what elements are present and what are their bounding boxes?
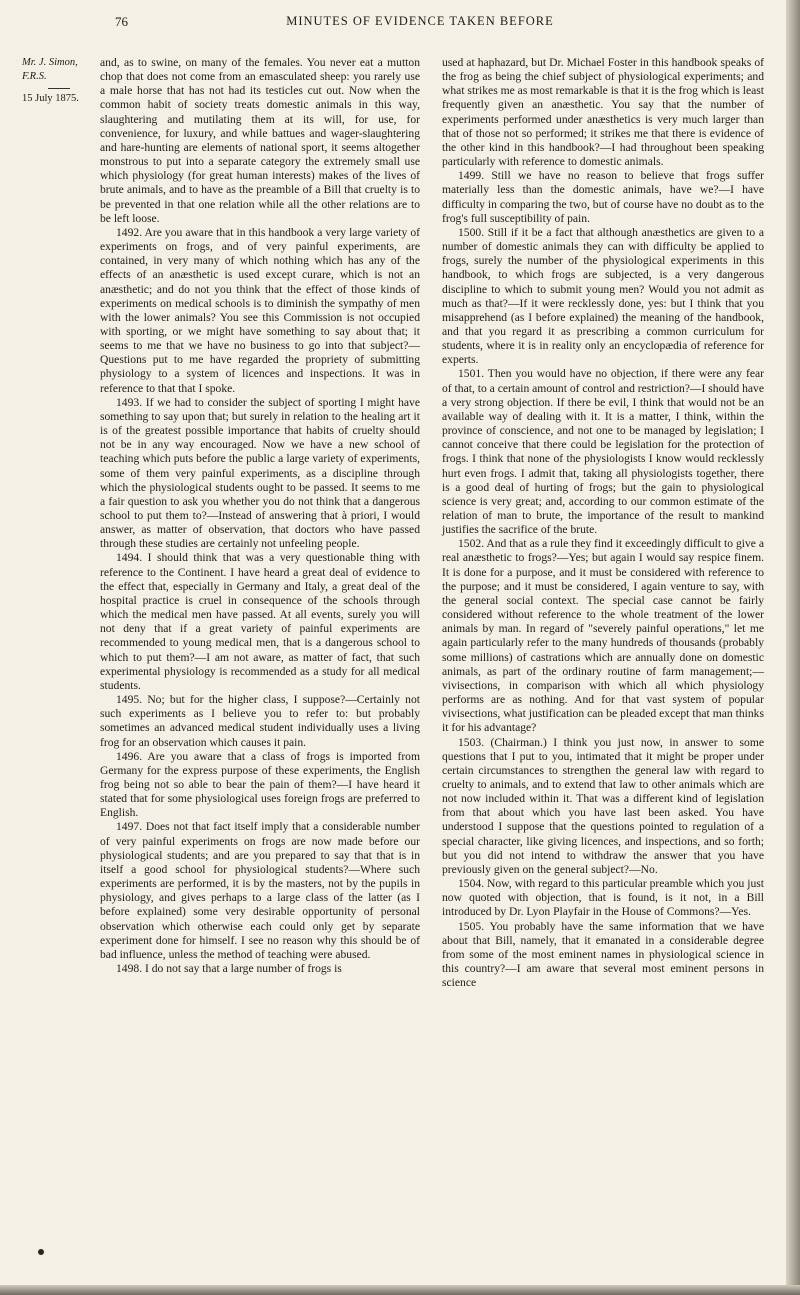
paragraph: 1503. (Chairman.) I think you just now, in answer to some questions that I put to you, intimated that it might be proper under certain circumstances to strengthen the general law with regard to cruelty to animals, and to extend that law to other animals which are not now included within it. That was a different kind of legislation from that about which you have last been asked. You have understood I suppose that the questions pointed to regulation of a special character, like giving licences, and inspections, and so forth; but you did not intend to withdraw the answer that you have previously given on the general subject?—No. (442, 735, 764, 876)
paragraph: 1498. I do not say that a large number of frogs is (116, 962, 342, 975)
paragraph: 1501. Then you would have no objection, if there were any fear of that, to a certain amount of control and restriction?—I should have a very strong objection. If there be evil, I think that would not be an available way of dealing with it. It is a matter, I think, within the province of conscience, and not one to be managed by legislation; I cannot conceive that there could be legislation for the protection of frogs. I think that none of the physiologists I know would recklessly hurt even frogs. I admit that, taking all physiologists together, there is a good deal of hurting of frogs; but the gain to physiological science is very great; and, according to our common estimate of the relation of man to brute, the importance of the result to mankind justifies the sacrifice of the brute. (442, 367, 764, 537)
page-mark (38, 1249, 44, 1255)
left-column (100, 56, 420, 976)
margin-note (22, 56, 96, 106)
paragraph: 1505. You probably have the same information that we have about that Bill, namely, that it emanated in a considerable degree from some of the most eminent names in physiological science in this country?—I am aware that several most eminent persons in science (442, 919, 764, 990)
paragraph: 1493. If we had to consider the subject of sporting I might have something to say upon that; but surely in relation to the healing art it is of the greatest possible importance that habits of cruelty should not be in any way encouraged. Now we have a new school of teaching which puts before the public a large variety of experiments, some of them very painful experiments, as a discipline through which the physiological students ought to be passed. It seems to me a fair question to ask you whether you do not think that a dangerous school to put them to?—Instead of answering that à priori, I would answer, as matter of observation, that doctors who have passed through these studies are certainly not unfeeling people. (100, 395, 420, 551)
witness-name: Mr. J. Simon, F.R.S. (22, 57, 78, 82)
paragraph: 1500. Still if it be a fact that although anæsthetics are given to a number of domestic animals they can with difficulty be applied to frogs, surely the number of the physiological experiments in this handbook, to which frogs are subjected, is a very dangerous discipline to which to submit young men? Would you not admit as much as that?—If it were recklessly done, yes: but I think that you misapprehend (as I before explained) the meaning of the handbook, and that you regard it as prescribing a common curriculum for students, where it is in reality only an encyclopædia of reference for experts. (442, 225, 764, 367)
paragraph: 1496. Are you aware that a class of frogs is imported from Germany for the express purpose of these experiments, the English frog being not so able to bear the pain of them?—I have heard it stated that for some physiological uses foreign frogs are preferred to English. (100, 749, 420, 820)
scan-edge-bottom (0, 1285, 800, 1295)
paragraph: 1502. And that as a rule they find it exceedingly difficult to give a real anæsthetic to frogs?—Yes; but again I would say respice finem. It is done for a purpose, and it must be considered with reference to the purpose; and it must be considered, I again venture to say, with the general social context. The special case cannot be fairly considered without reference to the whole treatment of the lower animals by man. In regard of "severely painful operations," let me again particularly refer to the many hundreds of thousands (probably some millions) of castrations which are annually done on domestic animals, as part of the ordinary routine of farm management;—vivisections, in comparison with which all which physiology performs are as nothing. And for that vast system of popular vivisections, what justification can be pleaded except that man thinks it for his advantage? (442, 537, 764, 735)
session-date: 15 July 1875. (22, 93, 79, 104)
paragraph: and, as to swine, on many of the females. You never eat a mutton chop that does not come from an emasculated sheep: you rarely use a male horse that has not had its testicles cut out. Now when the common habit of society treats domestic animals in this way, slaughtering and mutilating them at its will, for use, for convenience, for luxury, and while battues and wager-slaughtering and hare-hunting are elements of national sport, it seems altogether monstrous to put into a separate category the extremely small use which physiology (for great human interests) makes of the lives of brute animals, and to have as the preamble of a Bill that cruelty is to be prevented in that one relation while all the other relations are to be left loose. (100, 56, 420, 225)
page-number: 76 (115, 14, 128, 29)
paragraph: 1497. Does not that fact itself imply that a considerable number of very painful experiments on frogs are now made before our physiological students; and are you prepared to say that that is in itself a good school for physiological students?—Where such experiments are performed, it is by the masters, not by the pupils in physiology, and gives perhaps to a large class of the latter (as I before explained) some very desirable opportunity of personal observation which otherwise each could only get by separate experiment done for himself. I see no reason why this should be of bad influence, unless the method of teaching were abused. (100, 820, 420, 961)
paragraph: 1494. I should think that was a very questionable thing with reference to the Continent. I have heard a great deal of evidence to the effect that, especially in Germany and Italy, a great deal of the hospital practice is cruel in consequence of the schools through which the medical men have passed. At all events, surely you will not deny that if a great variety of painful experiments are recommended to young medical men, that is a dangerous school to which to put them?—I am not aware, as matter of fact, that such experimental physiology is recommended as a study for all medical students. (100, 551, 420, 692)
scan-edge-right (786, 0, 800, 1295)
page-header (100, 8, 800, 38)
right-column (442, 56, 764, 990)
paragraph: 1495. No; but for the higher class, I suppose?—Certainly not such experiments as I believe you to refer to: but probably sometimes an advanced medical student individually uses a living frog for an observation which causes it pain. (100, 693, 420, 749)
paragraph: used at haphazard, but Dr. Michael Foster in this handbook speaks of the frog as being the chief subject of physiological experiments; and what strikes me as most remarkable is that it is the frog which is least frequently given an anæsthetic. You say that the number of experiments performed under anæsthetics is very much larger than that of those not so performed; it strikes me that there is evidence of the other kind in this handbook?—I had throughout been speaking particularly with reference to domestic animals. (442, 56, 764, 169)
paragraph: 1504. Now, with regard to this particular preamble which you just now quoted with objection, that is found, is it not, in a Bill introduced by Dr. Lyon Playfair in the House of Commons?—Yes. (442, 877, 764, 919)
paragraph: 1492. Are you aware that in this handbook a very large variety of experiments on frogs, and of very painful experiments, are contained, in very many of which nothing which has any of the effects of an anæsthetic is used except curare, which is not an anæsthetic; and do not you think that the effect of those kinds of experiments on medical schools is to diminish the sympathy of men with the lower animals? You see this Commission is not occupied with sporting, or we might have something to say about that; it seems to me that we have no business to go into that subject?—Questions put to me have regarded the propriety of submitting physiology to a system of licences and inspections. It was in reference to that that I spoke. (100, 225, 420, 395)
margin-rule (48, 88, 70, 89)
running-head: MINUTES OF EVIDENCE TAKEN BEFORE (286, 14, 554, 28)
paragraph: 1499. Still we have no reason to believe that frogs suffer materially less than the domestic animals, have we?—I have difficulty in comparing the two, but of course have no doubt as to the frog's full susceptibility of pain. (442, 169, 764, 225)
